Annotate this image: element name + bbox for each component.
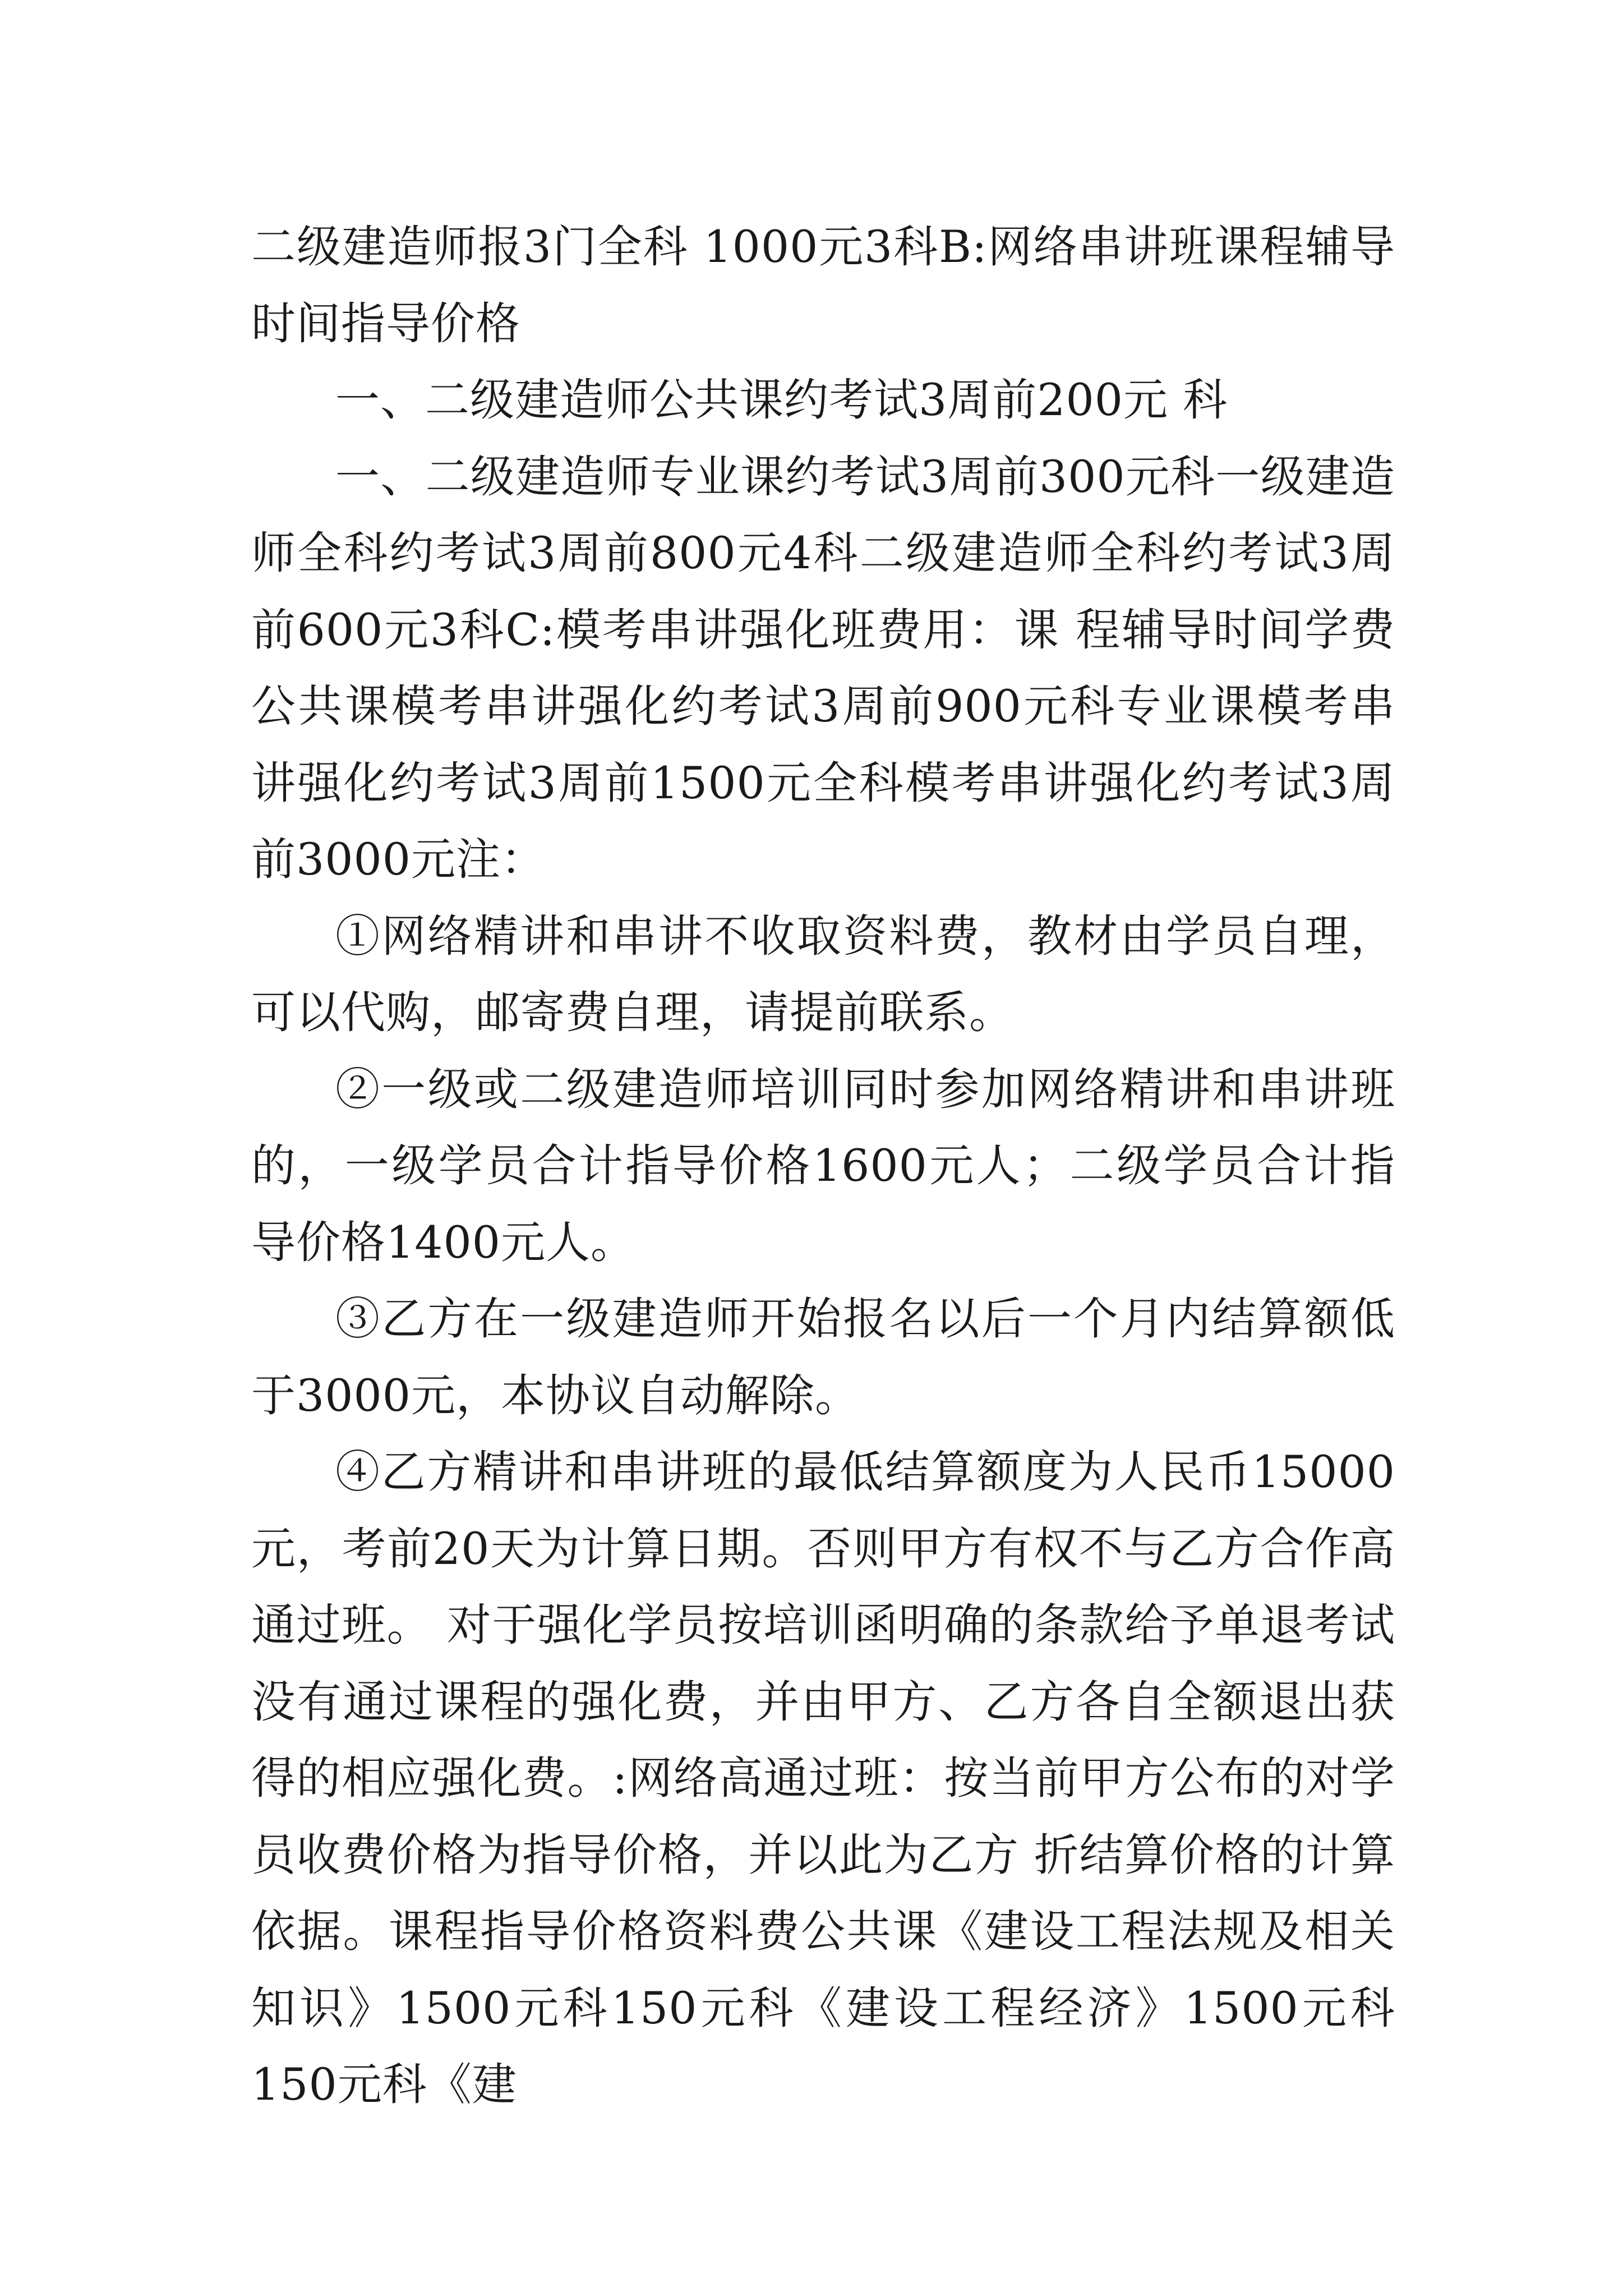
paragraph-6: ③乙方在一级建造师开始报名以后一个月内结算额低于3000元，本协议自动解除。 xyxy=(251,1293,1395,1421)
paragraph-2: 一、二级建造师公共课约考试3周前200元 科 xyxy=(335,374,1228,426)
paragraph-7: ④乙方精讲和串讲班的最低结算额度为人民币15000元，考前20天为计算日期。否则甲方有权不与乙方合作高通过班。 对于强化学员按培训函明确的条款给予单退考试没有通过课程的强化费，并由甲方、乙方各自全额退出获得的相应强化费。:网络高通过班：按当前甲方公布的对学员收费价格为指导价格，并以此为乙方 折结算价格的计算依据。课程指导价格资料费公共课《建设工程法规及相关知识》1500元科150元科《建设工程经济》1500元科150元科《建 xyxy=(251,1446,1395,2110)
paragraph-3: 一、二级建造师专业课约考试3周前300元科一级建造师全科约考试3周前800元4科二级建造师全科约考试3周前600元3科C:模考串讲强化班费用：课 程辅导时间学费公共课模考串讲强化约考试3周前900元科专业课模考串讲强化约考试3周前1500元全科模考串讲强化约考试3周前3000元注： xyxy=(251,450,1395,885)
document-body xyxy=(251,209,1395,2123)
paragraph-1: 二级建造师报3门全科 1000元3科B:网络串讲班课程辅导时间指导价格 xyxy=(251,221,1395,349)
paragraph-5: ②一级或二级建造师培训同时参加网络精讲和串讲班的，一级学员合计指导价格1600元人；二级学员合计指导价格1400元人。 xyxy=(251,1063,1395,1268)
paragraph-4: ①网络精讲和串讲不收取资料费，教材由学员自理，可以代购，邮寄费自理，请提前联系。 xyxy=(251,910,1395,1038)
